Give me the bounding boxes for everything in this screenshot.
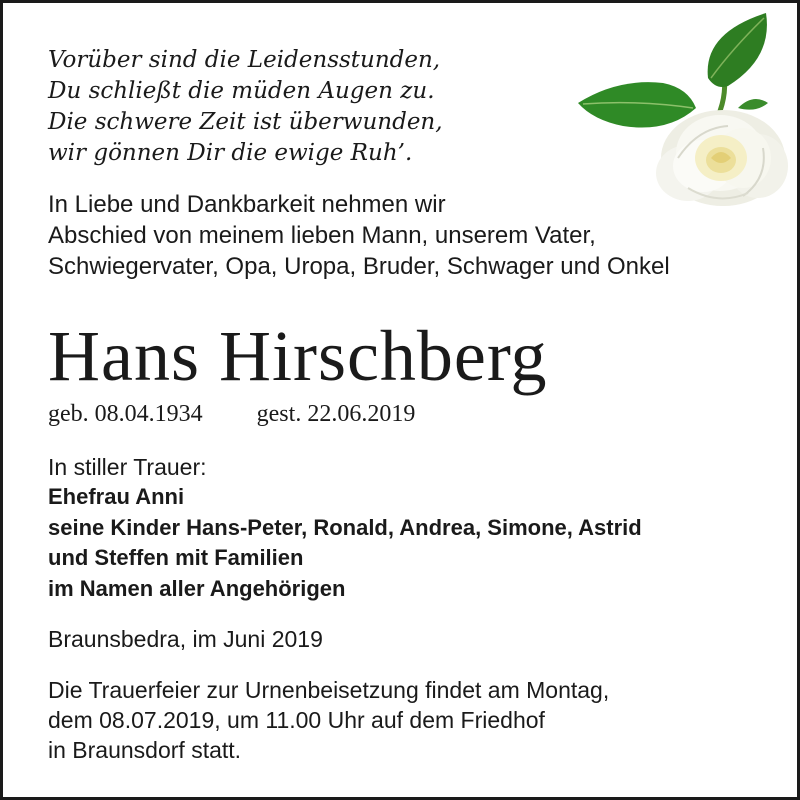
- mourner-line: seine Kinder Hans-Peter, Ronald, Andrea, Simone, Astrid: [48, 514, 642, 540]
- mourner-line: im Namen aller Angehörigen: [48, 575, 346, 601]
- mourners-label: In stiller Trauer:: [48, 454, 207, 480]
- death-date: gest. 22.06.2019: [256, 401, 416, 427]
- intro-line: Schwiegervater, Opa, Uropa, Bruder, Schwager und Onkel: [48, 253, 670, 280]
- place-date: Braunsbedra, im Juni 2019: [48, 626, 323, 652]
- intro-line: In Liebe und Dankbarkeit nehmen wir: [48, 191, 446, 218]
- funeral-line: dem 08.07.2019, um 11.00 Uhr auf dem Friedhof: [48, 707, 545, 733]
- funeral-info: [48, 675, 609, 765]
- poem-line: Vorüber sind die Leidensstunden,: [48, 47, 441, 73]
- mourners-list: [48, 482, 642, 604]
- funeral-line: Die Trauerfeier zur Urnenbeisetzung findet am Montag,: [48, 677, 610, 703]
- life-dates: [48, 399, 415, 429]
- intro-text: [48, 189, 670, 282]
- birth-date: geb. 08.04.1934: [48, 401, 203, 427]
- poem-line: Du schließt die müden Augen zu.: [48, 78, 435, 104]
- poem-line: wir gönnen Dir die ewige Ruh’.: [48, 140, 413, 166]
- funeral-line: in Braunsdorf statt.: [48, 737, 242, 763]
- deceased-name: Hans Hirschberg: [48, 316, 548, 396]
- intro-line: Abschied von meinem lieben Mann, unserem Vater,: [48, 222, 596, 249]
- poem: [48, 45, 443, 169]
- mourner-line: Ehefrau Anni: [48, 484, 185, 509]
- mourner-line: und Steffen mit Familien: [48, 545, 304, 570]
- poem-line: Die schwere Zeit ist überwunden,: [48, 109, 443, 135]
